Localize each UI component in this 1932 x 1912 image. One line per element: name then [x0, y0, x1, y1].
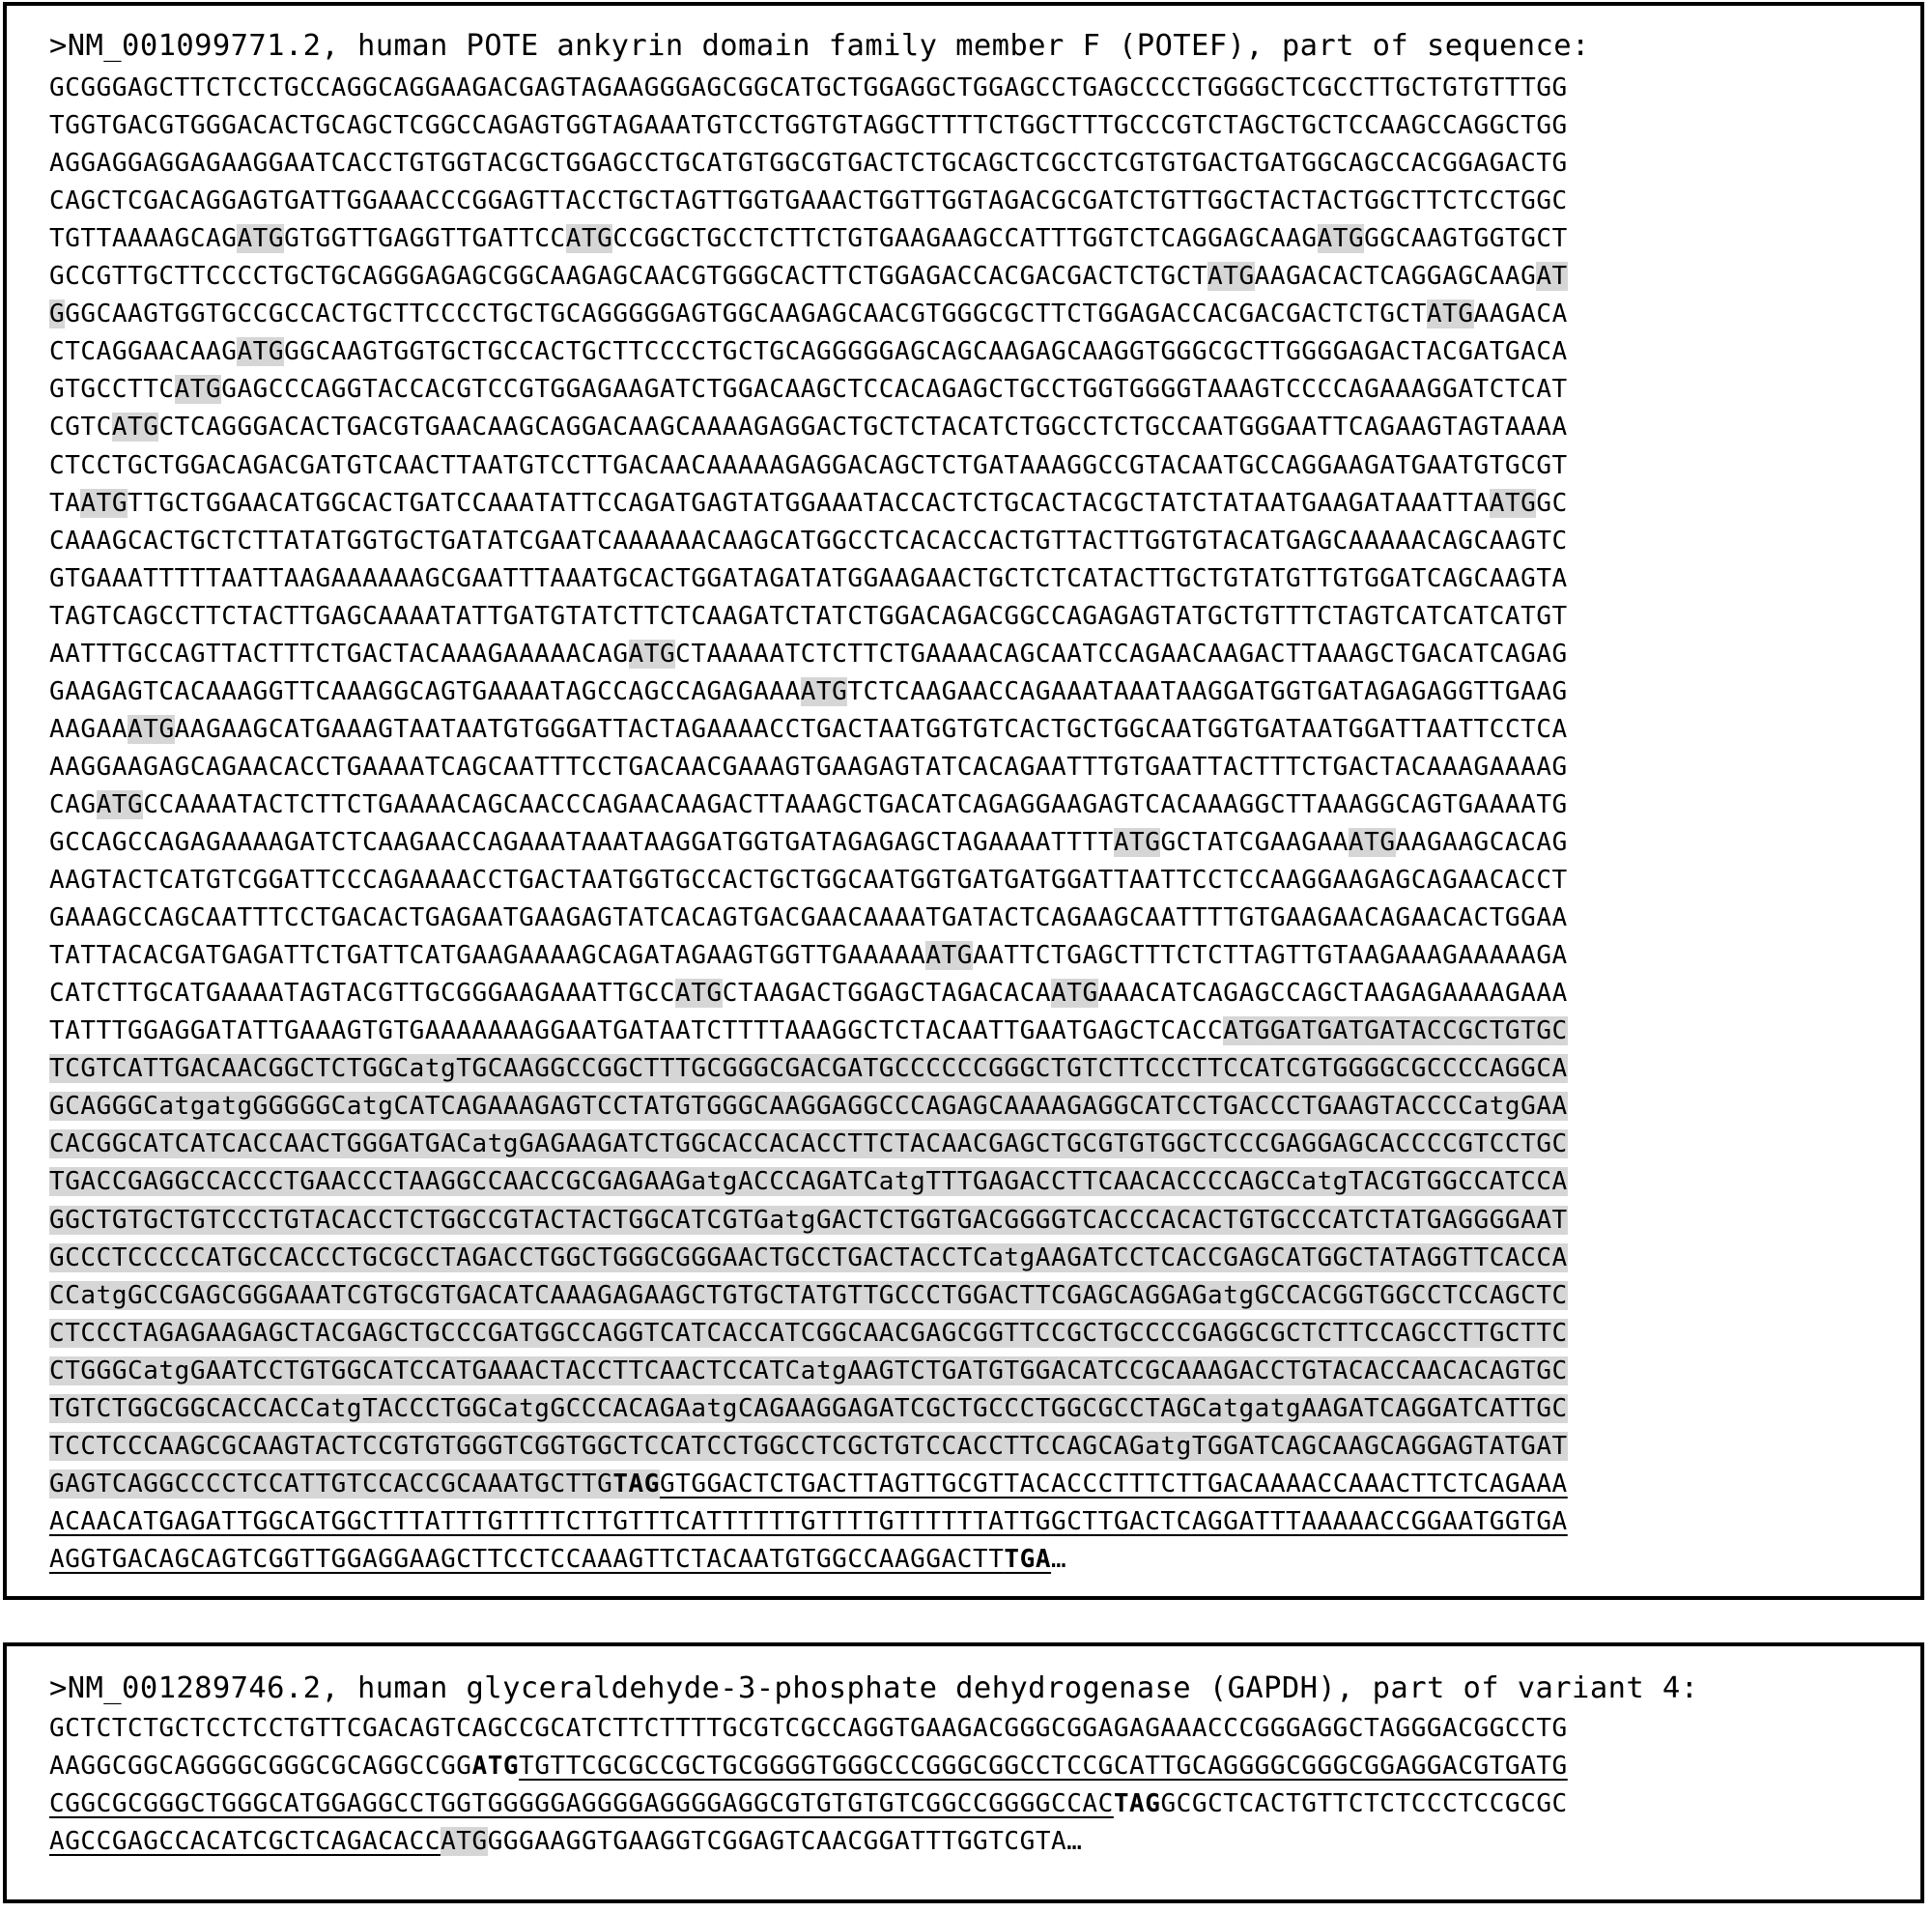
- highlighted-codon: TCGTCATTGACAACGGCTCTGGCatgTGCAAGGCCGGCTTTGCGGGCGACGATGCCCCCCGGGCTGTCTTCCCTTCCATCGTGGGGCGCCCCAGGCA: [49, 1054, 1568, 1084]
- sequence-line: [49, 70, 1568, 107]
- sequence-segment: CCAAAATACTCTTCTGAAAACAGCAACCCAGAACAAGACTTAAAGCTGACATCAGAGGAAGAGTCACAAAGGCTTAAAGGCAGTGAAAATG: [143, 789, 1568, 819]
- sequence-segment: GCCGTTGCTTCCCCTGCTGCAGGGAGAGCGGCAAGAGCAACGTGGGCACTTCTGGAGACCACGACGACTCTGCT: [49, 262, 1208, 292]
- sequence-segment: CCGGCTGCCTCTTCTGTGAAGAAGCCATTTGGTCTCAGGAGCAAG: [612, 224, 1318, 254]
- sequence-segment: GGGAAGGTGAAGGTCGGAGTCAACGGATTTGGTCGTA…: [487, 1827, 1083, 1857]
- sequence-segment: …: [1051, 1544, 1067, 1574]
- sequence-line: [49, 749, 1568, 786]
- sequence-line: [49, 1428, 1568, 1466]
- sequence-line: [49, 862, 1568, 899]
- sequence-line: [49, 371, 1568, 409]
- sequence-line: [49, 1088, 1568, 1126]
- highlighted-codon: ATG: [1208, 262, 1255, 292]
- sequence-line: [49, 1748, 1568, 1785]
- sequence-segment: AAGAAGCACAG: [1395, 828, 1568, 857]
- highlighted-codon: TGTCTGGCGGCACCACCatgTACCCTGGCatgGCCCACAGAatgCAGAAGGAGATCGCTGCCCTGGCGCCTAGCatgatgAAGATCAGGATCATTGC: [49, 1393, 1568, 1423]
- orf-segment: AGCCGAGCCACATCGCTCAGACACC: [49, 1827, 441, 1857]
- highlighted-codon: ATG: [111, 413, 159, 442]
- highlighted-codon: GGCTGTGCTGTCCCTGTACACCTCTGGCCGTACTACTGGCATCGTGatgGACTCTGGTGACGGGGTCACCCACACTGTGCCCATCTATGAGGGGAAT: [49, 1205, 1568, 1235]
- sequence-segment: GGCAAGTGGTGCTGCCACTGCTTCCCCTGCTGCAGGGGGAGCAGCAAGAGCAAGGTGGGCGCTTGGGGAGACTACGATGACA: [284, 337, 1568, 367]
- orf-segment: AGGTGACAGCAGTCGGTTGGAGGAAGCTTCCTCCAAAGTTCTACAATGTGGCCAAGGACTT: [49, 1544, 1005, 1574]
- sequence-segment: GCCAGCCAGAGAAAAGATCTCAAGAACCAGAAATAAATAAGGATGGTGATAGAGAGCTAGAAAATTTT: [49, 828, 1114, 857]
- potef-sequence-panel: [3, 2, 1924, 1600]
- sequence-segment: GTGGTTGAGGTTGATTCC: [284, 224, 566, 254]
- orf-segment: GTGGACTCTGACTTAGTTGCGTTACACCCTTTCTTGACAAAACCAAACTTCTCAGAAA: [659, 1469, 1568, 1498]
- sequence-line: [49, 673, 1568, 711]
- sequence-line: [49, 523, 1568, 560]
- sequence-segment: GAGCCCAGGTACCACGTCCGTGGAGAAGATCTGGACAAGCTCCACAGAGCTGCCTGGTGGGGTAAAGTCCCCAGAAAGGATCTCAT: [221, 375, 1568, 405]
- sequence-line: [49, 145, 1568, 183]
- sequence-line: [49, 824, 1568, 862]
- highlighted-codon: ATG: [1426, 300, 1474, 329]
- sequence-line: [49, 1466, 1568, 1503]
- sequence-line: [49, 899, 1568, 937]
- sequence-line: [49, 447, 1568, 485]
- sequence-segment: GC: [1536, 488, 1568, 518]
- orf-segment: ACAACATGAGATTGGCATGGCTTTATTTGTTTTCTTGTTTCATTTTTTGTTTTGTTTTTTATTGGCTTGACTCAGGATTTAAAAACCGGAATGGTGA: [49, 1506, 1568, 1536]
- sequence-segment: CAAAGCACTGCTCTTATATGGTGCTGATATCGAATCAAAAAACAAGCATGGCCTCACACCACTGTTACTTGGTGTACATGAGCAAAAACAGCAAGTC: [49, 526, 1568, 556]
- sequence-segment: TAGTCAGCCTTCTACTTGAGCAAAATATTGATGTATCTTCTCAAGATCTATCTGGACAGACGGCCAGAGAGTATGCTGTTTCTAGTCATCATCATGT: [49, 601, 1568, 631]
- sequence-segment: AAGTACTCATGTCGGATTCCCAGAAAACCTGACTAATGGTGCCACTGCTGGCAATGGTGATGATGGATTAATTCCTCCAAGGAAGAGCAGAACACCT: [49, 866, 1568, 896]
- highlighted-codon: CTGGGCatgGAATCCTGTGGCATCCATGAAACTACCTTCAACTCCATCatgAAGTCTGATGTGGACATCCGCAAAGACCTGTACACCAACACAGTGC: [49, 1356, 1568, 1385]
- sequence-segment: GAAAGCCAGCAATTTCCTGACACTGAGAATGAAGAGTATCACAGTGACGAACAAAATGATACTCAGAAGCAATTTTGTGAAGAACAGAACACTGGAA: [49, 903, 1568, 933]
- highlighted-codon: CTCCCTAGAGAAGAGCTACGAGCTGCCCGATGGCCAGGTCATCACCATCGGCAACGAGCGGTTCCGCTGCCCCGAGGCGCTCTTCCAGCCTTGCTTC: [49, 1318, 1568, 1348]
- sequence-line: [49, 1541, 1066, 1579]
- sequence-segment: TGTTAAAAGCAG: [49, 224, 238, 254]
- highlighted-codon: GCAGGGCatgatgGGGGGCatgCATCAGAAAGAGTCCTATGTGGGCAAGGAGGCCCAGAGCAAAAGAGGCATCCTGACCCTGAAGTACCCCatgGAA: [49, 1092, 1568, 1122]
- highlighted-codon: ATGGATGATGATACCGCTGTGC: [1223, 1016, 1568, 1046]
- potef-header: >NM_001099771.2, human POTE ankyrin domain family member F (POTEF), part of sequence:: [49, 29, 1590, 63]
- gapdh-header: >NM_001289746.2, human glyceraldehyde-3-phosphate dehydrogenase (GAPDH), part of variant 4:: [49, 1671, 1699, 1705]
- gapdh-sequence-panel: [3, 1642, 1924, 1903]
- sequence-line: [49, 485, 1568, 523]
- sequence-segment: GGCAAGTGGTGCT: [1364, 224, 1568, 254]
- sequence-line: [49, 333, 1568, 371]
- highlighted-codon: ATG: [1113, 828, 1161, 857]
- sequence-segment: CTAAGACTGGAGCTAGACACA: [722, 979, 1052, 1009]
- start-stop-codon: TAG: [1113, 1789, 1161, 1819]
- sequence-line: [49, 1315, 1568, 1353]
- sequence-segment: GTGAAATTTTTAATTAAGAAAAAAGCGAATTTAAATGCACTGGATAGATATGGAAGAACTGCTCTCATACTTGCTGTATGTTGTGGATCAGCAAGTA: [49, 563, 1568, 593]
- sequence-segment: CTCAGGGACACTGACGTGAACAAGCAGGACAAGCAAAAGAGGACTGCTCTACATCTGGCCTCTGCCAATGGGAATTCAGAAGTAGTAAAA: [158, 413, 1568, 442]
- sequence-segment: TCTCAAGAACCAGAAATAAATAAGGATGGTGATAGAGAGGTTGAAG: [847, 676, 1568, 706]
- sequence-segment: AAACATCAGAGCCAGCTAAGAGAAAAGAAA: [1097, 979, 1568, 1009]
- sequence-line: [49, 1163, 1568, 1201]
- sequence-segment: CGTC: [49, 413, 112, 442]
- sequence-line: [49, 296, 1568, 333]
- sequence-segment: TA: [49, 488, 81, 518]
- sequence-segment: GAAGAGTCACAAAGGTTCAAAGGCAGTGAAAATAGCCAGCCAGAGAAA: [49, 676, 801, 706]
- sequence-segment: TGGTGACGTGGGACACTGCAGCTCGGCCAGAGTGGTAGAAATGTCCTGGTGTAGGCTTTTCTGGCTTTGCCCGTCTAGCTGCTCCAAGCCAGGCTGG: [49, 111, 1568, 141]
- sequence-line: [49, 1503, 1568, 1541]
- sequence-line: [49, 1126, 1568, 1163]
- highlighted-codon: G: [49, 300, 66, 329]
- sequence-segment: AAGGCGGCAGGGGCGGGCGCAGGCCGG: [49, 1752, 472, 1782]
- sequence-line: [49, 183, 1568, 220]
- sequence-segment: AATTCTGAGCTTTCTCTTAGTTGTAAGAAAGAAAAAGA: [973, 941, 1568, 971]
- sequence-segment: CAGCTCGACAGGAGTGATTGGAAACCCGGAGTTACCTGCTAGTTGGTGAAACTGGTTGGTAGACGCGATCTGTTGGCTACTACTGGCTTCTCCTGGC: [49, 186, 1568, 216]
- sequence-segment: AGGAGGAGGAGAAGGAATCACCTGTGGTACGCTGGAGCCTGCATGTGGCGTGACTCTGCAGCTCGCCTCGTGTGACTGATGGCAGCCACGGAGACTG: [49, 149, 1568, 179]
- sequence-segment: AAGGAAGAGCAGAACACCTGAAAATCAGCAATTTCCTGACAACGAAAGTGAAGAGTATCACAGAATTTGTGAATTACTTTCTGACTACAAAGAAAAG: [49, 752, 1568, 782]
- sequence-segment: CAG: [49, 789, 97, 819]
- sequence-segment: AAGAA: [49, 714, 128, 744]
- sequence-line: [49, 975, 1568, 1013]
- highlighted-codon: CACGGCATCATCACCAACTGGGATGACatgGAGAAGATCTGGCACCACACCTTCTACAACGAGCTGCGTGTGGCTCCCGAGGAGCACCCCGTCCTGC: [49, 1129, 1568, 1159]
- sequence-segment: TATTACACGATGAGATTCTGATTCATGAAGAAAAGCAGATAGAAGTGGTTGAAAAA: [49, 941, 926, 971]
- sequence-line: [49, 1353, 1568, 1390]
- start-stop-codon: TGA: [1004, 1544, 1052, 1574]
- highlighted-codon: GCCCTCCCCCATGCCACCCTGCGCCTAGACCTGGCTGGGCGGGAACTGCCTGACTACCTCatgAAGATCCTCACCGAGCATGGCTATAGGTTCACCA: [49, 1242, 1568, 1272]
- sequence-line: [49, 711, 1568, 749]
- sequence-line: [49, 1202, 1568, 1240]
- sequence-segment: GCGCTCACTGTTCTCTCCCTCCGCGC: [1160, 1789, 1568, 1819]
- highlighted-codon: ATG: [237, 224, 285, 254]
- highlighted-codon: ATG: [1489, 488, 1537, 518]
- highlighted-codon: GAGTCAGGCCCCTCCATTGTCCACCGCAAATGCTTG: [49, 1469, 613, 1498]
- sequence-segment: CTCCTGCTGGACAGACGATGTCAACTTAATGTCCTTGACAACAAAAAGAGGACAGCTCTGATAAAGGCCGTACAATGCCAGGAAGATGAATGTGCGT: [49, 450, 1568, 480]
- start-stop-codon: ATG: [471, 1752, 520, 1782]
- sequence-segment: GCTCTCTGCTCCTCCTGTTCGACAGTCAGCCGCATCTTCTTTTGCGTCGCCAGGTGAAGACGGGCGGAGAGAAACCCGGGAGGCTAGGGACGGCCTG: [49, 1714, 1568, 1743]
- highlighted-codon: ATG: [800, 676, 848, 706]
- highlighted-codon: ATG: [96, 789, 144, 819]
- sequence-segment: GCGGGAGCTTCTCCTGCCAGGCAGGAAGACGAGTAGAAGGGAGCGGCATGCTGGAGGCTGGAGCCTGAGCCCCTGGGGCTCGCCTTGCTGTGTTTGG: [49, 73, 1568, 102]
- highlighted-codon: AT: [1536, 262, 1568, 292]
- sequence-line: [49, 258, 1568, 296]
- highlighted-codon: ATG: [237, 337, 285, 367]
- sequence-segment: AAGACA: [1473, 300, 1568, 329]
- sequence-line: [49, 1390, 1568, 1428]
- sequence-line: [49, 786, 1568, 824]
- highlighted-codon: ATG: [1348, 828, 1396, 857]
- sequence-line: [49, 636, 1568, 673]
- sequence-line: [49, 1277, 1568, 1315]
- sequence-line: [49, 1240, 1568, 1277]
- highlighted-codon: ATG: [925, 941, 974, 971]
- highlighted-codon: TGACCGAGGCCACCCTGAACCCTAAGGCCAACCGCGAGAAGatgACCCAGATCatgTTTGAGACCTTCAACACCCCAGCCatgTACGTGGCCATCCA: [49, 1167, 1568, 1197]
- sequence-segment: TATTTGGAGGATATTGAAAGTGTGAAAAAAAGGAATGATAATCTTTTAAAGGCTCTACAATTGAATGAGCTCACC: [49, 1016, 1224, 1046]
- sequence-line: [49, 220, 1568, 258]
- sequence-segment: CTCAGGAACAAG: [49, 337, 238, 367]
- highlighted-codon: ATG: [128, 714, 175, 744]
- highlighted-codon: ATG: [1317, 224, 1365, 254]
- sequence-line: [49, 409, 1568, 446]
- highlighted-codon: ATG: [1051, 979, 1098, 1009]
- sequence-line: [49, 1710, 1568, 1748]
- sequence-segment: TTGCTGGAACATGGCACTGATCCAAATATTCCAGATGAGTATGGAAATACCACTCTGCACTACGCTATCTATAATGAAGATAAATTA: [128, 488, 1490, 518]
- highlighted-codon: CCatgGCCGAGCGGGAAATCGTGCGTGACATCAAAGAGAAGCTGTGCTATGTTGCCCTGGACTTCGAGCAGGAGatgGCCACGGTGGCCTCCAGCTC: [49, 1280, 1568, 1310]
- sequence-line: [49, 937, 1568, 975]
- orf-segment: TGTTCGCGCCGCTGCGGGGTGGGCCCGGGCGGCCTCCGCATTGCAGGGGCGGGCGGAGGACGTGATG: [519, 1752, 1568, 1782]
- sequence-line: [49, 1050, 1568, 1088]
- orf-segment: CGGCGCGGGCTGGGCATGGAGGCCTGGTGGGGGAGGGGAGGGGAGGCGTGTGTGTCGGCCGGGGCCAC: [49, 1789, 1114, 1819]
- highlighted-codon: ATG: [80, 488, 128, 518]
- sequence-segment: AAGAAGCATGAAAGTAATAATGTGGGATTACTAGAAAACCTGACTAATGGTGTCACTGCTGGCAATGGTGATAATGGATTAATTCCTCA: [174, 714, 1568, 744]
- sequence-segment: GTGCCTTC: [49, 375, 175, 405]
- sequence-line: [49, 1013, 1568, 1050]
- sequence-line: [49, 1823, 1082, 1861]
- sequence-line: [49, 598, 1568, 636]
- sequence-line: [49, 1785, 1568, 1823]
- sequence-segment: AATTTGCCAGTTACTTTCTGACTACAAAGAAAAACAG: [49, 639, 629, 669]
- highlighted-codon: ATG: [675, 979, 723, 1009]
- start-stop-codon: TAG: [612, 1469, 660, 1498]
- highlighted-codon: TCCTCCCAAGCGCAAGTACTCCGTGTGGGTCGGTGGCTCCATCCTGGCCTCGCTGTCCACCTTCCAGCAGatgTGGATCAGCAAGCAGGAGTATGAT: [49, 1431, 1568, 1461]
- sequence-segment: CTAAAAATCTCTTCTGAAAACAGCAATCCAGAACAAGACTTAAAGCTGACATCAGAG: [675, 639, 1568, 669]
- highlighted-codon: ATG: [628, 639, 676, 669]
- highlighted-codon: ATG: [440, 1827, 488, 1857]
- sequence-segment: AAGACACTCAGGAGCAAG: [1254, 262, 1537, 292]
- highlighted-codon: ATG: [565, 224, 613, 254]
- sequence-segment: CATCTTGCATGAAAATAGTACGTTGCGGGAAGAAATTGCC: [49, 979, 676, 1009]
- sequence-segment: GGCAAGTGGTGCCGCCACTGCTTCCCCTGCTGCAGGGGGAGTGGCAAGAGCAACGTGGGCGCTTCTGGAGACCACGACGACTCTGCT: [65, 300, 1427, 329]
- highlighted-codon: ATG: [174, 375, 222, 405]
- sequence-segment: GCTATCGAAGAA: [1160, 828, 1349, 857]
- sequence-line: [49, 107, 1568, 145]
- sequence-line: [49, 560, 1568, 598]
